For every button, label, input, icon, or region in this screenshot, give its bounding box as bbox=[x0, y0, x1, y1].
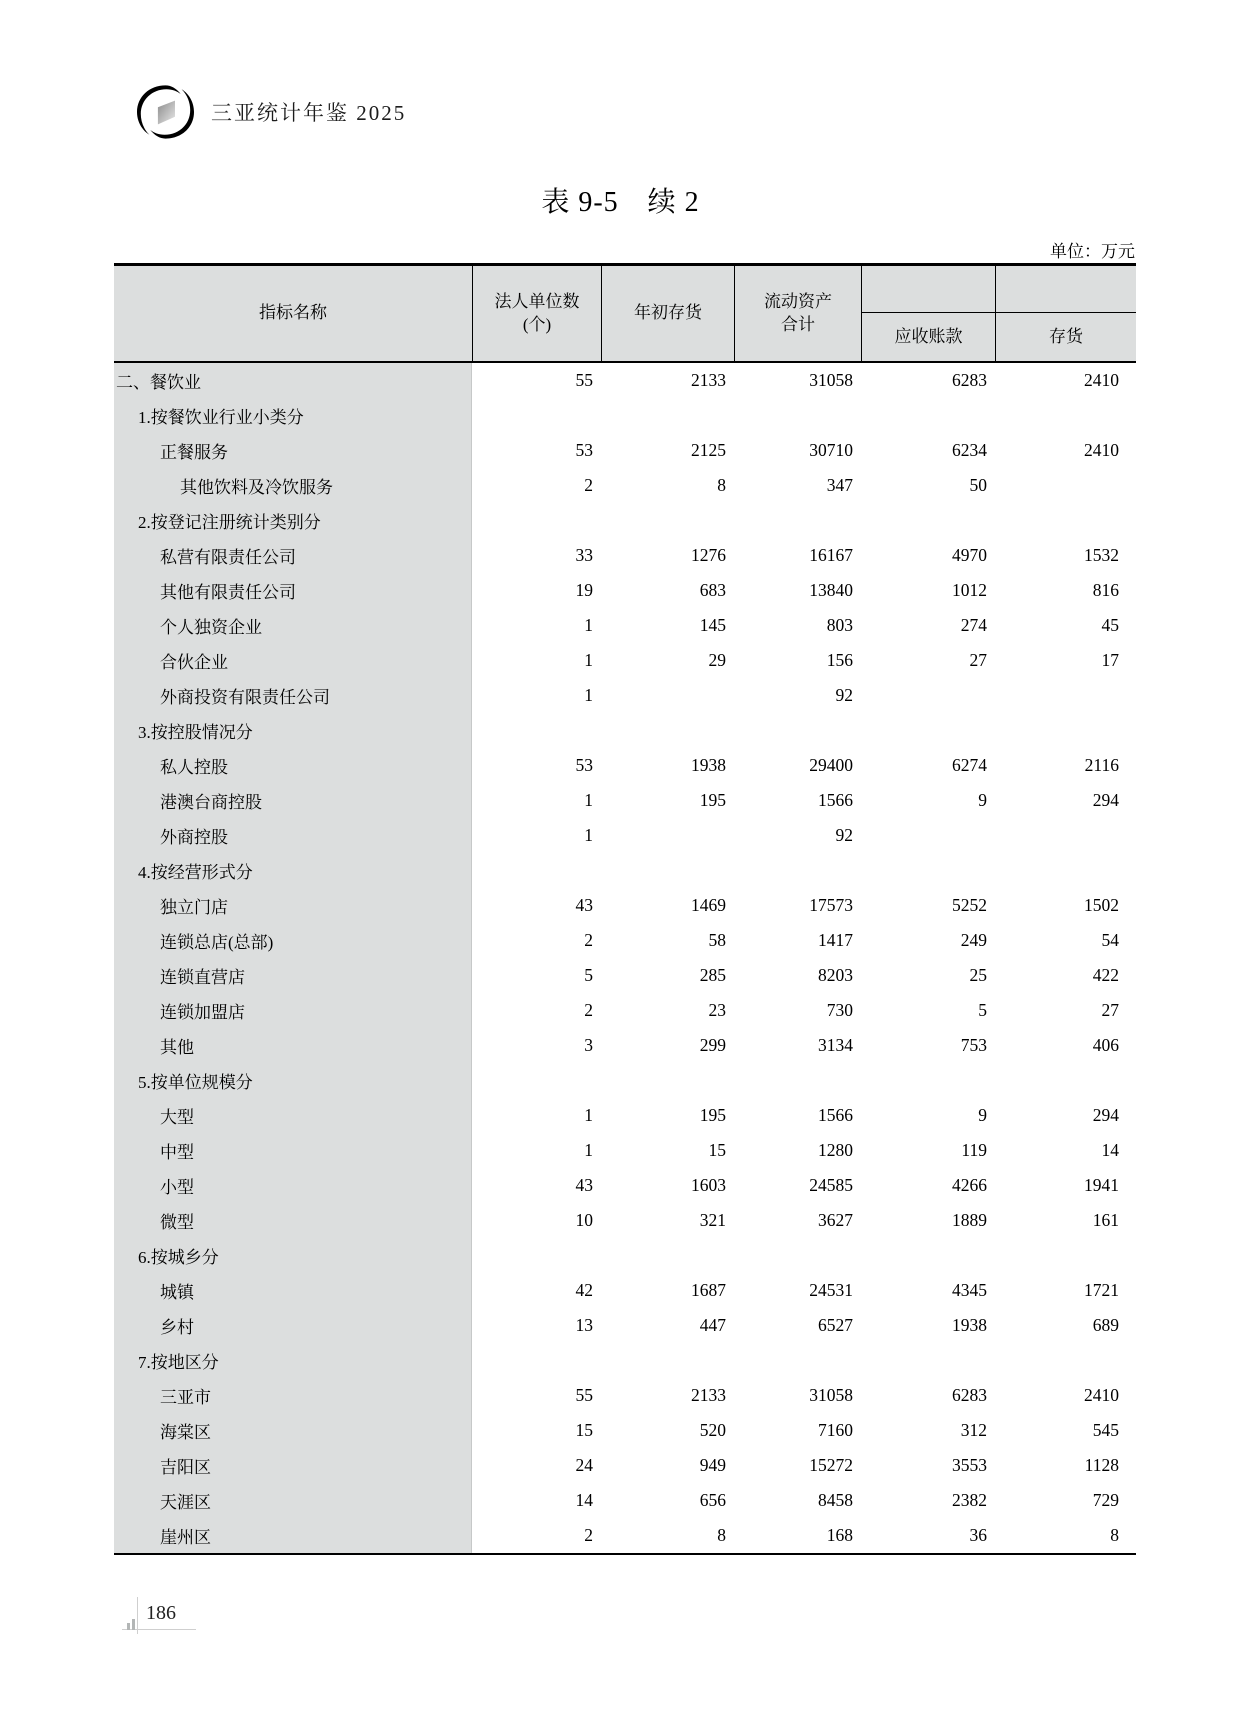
cell-value: 294 bbox=[1092, 1105, 1119, 1125]
row-label: 天涯区 bbox=[114, 1483, 472, 1518]
cell-value: 119 bbox=[961, 1140, 987, 1160]
table-row bbox=[114, 363, 1136, 398]
cell-value bbox=[601, 853, 734, 888]
table-row bbox=[114, 1133, 1136, 1168]
cell-value: 2410 bbox=[1084, 1385, 1119, 1405]
cell-value: 1 bbox=[584, 1105, 593, 1125]
cell-value bbox=[861, 503, 995, 538]
header-receivables: 应收账款 bbox=[861, 313, 995, 361]
header-current-assets bbox=[734, 266, 861, 361]
table-row bbox=[114, 1168, 1136, 1203]
cell-value bbox=[995, 713, 1136, 748]
cell-value: 3627 bbox=[818, 1210, 853, 1230]
cell-value: 50 bbox=[969, 475, 987, 495]
cell-value: 19 bbox=[575, 580, 593, 600]
row-label: 1.按餐饮业行业小类分 bbox=[114, 398, 472, 433]
cell-value: 8 bbox=[717, 475, 726, 495]
cell-value: 2 bbox=[584, 1000, 593, 1020]
row-label: 港澳台商控股 bbox=[114, 783, 472, 818]
row-label: 微型 bbox=[114, 1203, 472, 1238]
row-label: 城镇 bbox=[114, 1273, 472, 1308]
cell-value: 15272 bbox=[809, 1455, 853, 1475]
row-label: 正餐服务 bbox=[114, 433, 472, 468]
cell-value: 545 bbox=[1092, 1420, 1119, 1440]
cell-value: 2410 bbox=[1084, 440, 1119, 460]
cell-value: 13 bbox=[575, 1315, 593, 1335]
cell-value: 10 bbox=[575, 1210, 593, 1230]
cell-value: 2133 bbox=[691, 370, 726, 390]
cell-value: 54 bbox=[1101, 930, 1119, 950]
cell-value: 1 bbox=[584, 1140, 593, 1160]
cell-value: 753 bbox=[960, 1035, 987, 1055]
cell-value: 4970 bbox=[952, 545, 987, 565]
table-row bbox=[114, 398, 1136, 433]
table-row bbox=[114, 748, 1136, 783]
header-empty-cell-above-receivables bbox=[861, 266, 995, 313]
table-row bbox=[114, 538, 1136, 573]
cell-value: 1 bbox=[584, 615, 593, 635]
cell-value: 689 bbox=[1092, 1315, 1119, 1335]
cell-value: 729 bbox=[1092, 1490, 1119, 1510]
cell-value: 1721 bbox=[1084, 1280, 1119, 1300]
cell-value bbox=[734, 1063, 861, 1098]
cell-value: 3553 bbox=[952, 1455, 987, 1475]
cell-value: 168 bbox=[826, 1525, 853, 1545]
cell-value: 520 bbox=[699, 1420, 726, 1440]
row-label: 海棠区 bbox=[114, 1413, 472, 1448]
cell-value: 25 bbox=[969, 965, 987, 985]
cell-value: 2410 bbox=[1084, 370, 1119, 390]
cell-value bbox=[861, 1063, 995, 1098]
cell-value bbox=[472, 1343, 601, 1378]
table-row bbox=[114, 1273, 1136, 1308]
cell-value: 4266 bbox=[952, 1175, 987, 1195]
cell-value bbox=[995, 1063, 1136, 1098]
cell-value bbox=[995, 398, 1136, 433]
row-label: 6.按城乡分 bbox=[114, 1238, 472, 1273]
table-row bbox=[114, 1203, 1136, 1238]
cell-value bbox=[995, 853, 1136, 888]
cell-value: 30710 bbox=[809, 440, 853, 460]
table-row bbox=[114, 573, 1136, 608]
table-row bbox=[114, 888, 1136, 923]
table-row bbox=[114, 1378, 1136, 1413]
cell-value: 816 bbox=[1092, 580, 1119, 600]
row-label: 外商控股 bbox=[114, 818, 472, 853]
table-row bbox=[114, 713, 1136, 748]
row-label: 私营有限责任公司 bbox=[114, 538, 472, 573]
cell-value: 1 bbox=[584, 650, 593, 670]
cell-value: 949 bbox=[699, 1455, 726, 1475]
table-row bbox=[114, 433, 1136, 468]
unit-label: 单位：万元 bbox=[1050, 242, 1135, 261]
cell-value: 53 bbox=[575, 440, 593, 460]
cell-value bbox=[472, 1238, 601, 1273]
table-row bbox=[114, 1238, 1136, 1273]
header-legal-units-line1: 法人单位数 bbox=[494, 291, 580, 311]
cell-value: 9 bbox=[978, 790, 987, 810]
cell-value: 312 bbox=[960, 1420, 987, 1440]
cell-value: 1417 bbox=[818, 930, 853, 950]
table-row bbox=[114, 853, 1136, 888]
cell-value: 15 bbox=[575, 1420, 593, 1440]
cell-value: 1938 bbox=[691, 755, 726, 775]
cell-value: 1566 bbox=[818, 1105, 853, 1125]
cell-value: 1 bbox=[584, 790, 593, 810]
page-number: 186 bbox=[146, 1602, 176, 1624]
cell-value: 27 bbox=[1101, 1000, 1119, 1020]
row-label: 4.按经营形式分 bbox=[114, 853, 472, 888]
cell-value: 1280 bbox=[818, 1140, 853, 1160]
cell-value bbox=[734, 1238, 861, 1273]
row-label: 小型 bbox=[114, 1168, 472, 1203]
table-row bbox=[114, 1343, 1136, 1378]
cell-value bbox=[995, 503, 1136, 538]
table-row bbox=[114, 643, 1136, 678]
cell-value: 1938 bbox=[952, 1315, 987, 1335]
row-label: 二、餐饮业 bbox=[114, 363, 472, 398]
cell-value: 5 bbox=[978, 1000, 987, 1020]
cell-value: 6527 bbox=[818, 1315, 853, 1335]
table-row bbox=[114, 783, 1136, 818]
cell-value bbox=[861, 1343, 995, 1378]
cell-value: 274 bbox=[960, 615, 987, 635]
cell-value: 156 bbox=[826, 650, 853, 670]
folio-bars-icon bbox=[127, 1612, 135, 1624]
cell-value bbox=[861, 398, 995, 433]
cell-value: 1128 bbox=[1084, 1455, 1119, 1475]
cell-value bbox=[601, 818, 734, 853]
cell-value bbox=[861, 818, 995, 853]
cell-value: 17 bbox=[1101, 650, 1119, 670]
cell-value bbox=[601, 1343, 734, 1378]
cell-value: 16167 bbox=[809, 545, 853, 565]
cell-value bbox=[601, 398, 734, 433]
table-row bbox=[114, 1483, 1136, 1518]
cell-value bbox=[472, 398, 601, 433]
cell-value: 8 bbox=[717, 1525, 726, 1545]
cell-value bbox=[861, 1238, 995, 1273]
row-label: 崖州区 bbox=[114, 1518, 472, 1553]
brand-header bbox=[137, 85, 406, 139]
header-legal-units bbox=[472, 266, 601, 361]
cell-value: 92 bbox=[835, 685, 853, 705]
row-label: 私人控股 bbox=[114, 748, 472, 783]
yearbook-title: 三亚统计年鉴 2025 bbox=[211, 101, 407, 125]
cell-value: 55 bbox=[575, 370, 593, 390]
cell-value: 43 bbox=[575, 895, 593, 915]
header-empty-cell-above-inventory bbox=[995, 266, 1136, 313]
header-beginning-inventory: 年初存货 bbox=[601, 266, 734, 361]
cell-value bbox=[472, 1063, 601, 1098]
cell-value: 656 bbox=[699, 1490, 726, 1510]
cell-value: 1502 bbox=[1084, 895, 1119, 915]
cell-value: 1469 bbox=[691, 895, 726, 915]
cell-value bbox=[734, 1343, 861, 1378]
cell-value: 24585 bbox=[809, 1175, 853, 1195]
cell-value: 2133 bbox=[691, 1385, 726, 1405]
cell-value: 1941 bbox=[1084, 1175, 1119, 1195]
cell-value: 803 bbox=[826, 615, 853, 635]
table-row bbox=[114, 958, 1136, 993]
cell-value: 2125 bbox=[691, 440, 726, 460]
table-row bbox=[114, 1063, 1136, 1098]
header-legal-units-line2: (个) bbox=[522, 314, 552, 334]
cell-value bbox=[995, 1343, 1136, 1378]
cell-value bbox=[472, 713, 601, 748]
cell-value: 53 bbox=[575, 755, 593, 775]
row-label: 独立门店 bbox=[114, 888, 472, 923]
cell-value: 1687 bbox=[691, 1280, 726, 1300]
cell-value bbox=[734, 853, 861, 888]
row-label: 乡村 bbox=[114, 1308, 472, 1343]
statistics-yearbook-logo-icon bbox=[137, 85, 194, 139]
cell-value: 45 bbox=[1101, 615, 1119, 635]
row-label: 5.按单位规模分 bbox=[114, 1063, 472, 1098]
cell-value: 6283 bbox=[952, 370, 987, 390]
cell-value: 249 bbox=[960, 930, 987, 950]
cell-value bbox=[995, 468, 1136, 503]
cell-value: 33 bbox=[575, 545, 593, 565]
cell-value bbox=[995, 818, 1136, 853]
table-title: 表 9-5 续 2 bbox=[541, 187, 700, 218]
cell-value: 161 bbox=[1092, 1210, 1119, 1230]
cell-value bbox=[734, 503, 861, 538]
row-label: 3.按控股情况分 bbox=[114, 713, 472, 748]
cell-value: 422 bbox=[1092, 965, 1119, 985]
header-current-assets-line1: 流动资产 bbox=[764, 291, 832, 311]
cell-value: 42 bbox=[575, 1280, 593, 1300]
cell-value: 2116 bbox=[1084, 755, 1119, 775]
cell-value: 6274 bbox=[952, 755, 987, 775]
cell-value: 294 bbox=[1092, 790, 1119, 810]
row-label: 外商投资有限责任公司 bbox=[114, 678, 472, 713]
row-label: 连锁总店(总部) bbox=[114, 923, 472, 958]
cell-value bbox=[601, 503, 734, 538]
cell-value: 145 bbox=[699, 615, 726, 635]
cell-value bbox=[861, 678, 995, 713]
cell-value: 9 bbox=[978, 1105, 987, 1125]
cell-value bbox=[601, 1238, 734, 1273]
cell-value: 8203 bbox=[818, 965, 853, 985]
header-indicator-name: 指标名称 bbox=[259, 303, 327, 323]
cell-value: 2 bbox=[584, 930, 593, 950]
cell-value bbox=[472, 503, 601, 538]
row-label: 连锁直营店 bbox=[114, 958, 472, 993]
cell-value bbox=[861, 713, 995, 748]
cell-value: 31058 bbox=[809, 1385, 853, 1405]
cell-value: 195 bbox=[699, 1105, 726, 1125]
table-row bbox=[114, 1518, 1136, 1553]
cell-value: 5 bbox=[584, 965, 593, 985]
cell-value: 1566 bbox=[818, 790, 853, 810]
cell-value: 2 bbox=[584, 1525, 593, 1545]
row-label: 个人独资企业 bbox=[114, 608, 472, 643]
table-row bbox=[114, 608, 1136, 643]
row-label: 7.按地区分 bbox=[114, 1343, 472, 1378]
cell-value: 730 bbox=[826, 1000, 853, 1020]
cell-value: 1012 bbox=[952, 580, 987, 600]
cell-value bbox=[601, 713, 734, 748]
cell-value: 2382 bbox=[952, 1490, 987, 1510]
cell-value: 29400 bbox=[809, 755, 853, 775]
cell-value bbox=[472, 853, 601, 888]
cell-value: 14 bbox=[575, 1490, 593, 1510]
cell-value: 6283 bbox=[952, 1385, 987, 1405]
cell-value: 447 bbox=[699, 1315, 726, 1335]
cell-value: 8 bbox=[1110, 1525, 1119, 1545]
table-row bbox=[114, 678, 1136, 713]
row-label: 吉阳区 bbox=[114, 1448, 472, 1483]
cell-value: 1276 bbox=[691, 545, 726, 565]
table-row bbox=[114, 468, 1136, 503]
cell-value: 27 bbox=[969, 650, 987, 670]
table-row bbox=[114, 1413, 1136, 1448]
cell-value bbox=[995, 1238, 1136, 1273]
cell-value: 92 bbox=[835, 825, 853, 845]
cell-value: 23 bbox=[708, 1000, 726, 1020]
cell-value: 58 bbox=[708, 930, 726, 950]
cell-value bbox=[734, 713, 861, 748]
statistics-table bbox=[114, 263, 1136, 1555]
cell-value: 299 bbox=[699, 1035, 726, 1055]
table-row bbox=[114, 993, 1136, 1028]
cell-value bbox=[734, 398, 861, 433]
cell-value: 24531 bbox=[809, 1280, 853, 1300]
row-label: 连锁加盟店 bbox=[114, 993, 472, 1028]
cell-value: 195 bbox=[699, 790, 726, 810]
row-label: 大型 bbox=[114, 1098, 472, 1133]
cell-value: 24 bbox=[575, 1455, 593, 1475]
cell-value: 5252 bbox=[952, 895, 987, 915]
row-label: 其他饮料及冷饮服务 bbox=[114, 468, 472, 503]
cell-value: 55 bbox=[575, 1385, 593, 1405]
cell-value: 347 bbox=[826, 475, 853, 495]
row-label: 三亚市 bbox=[114, 1378, 472, 1413]
cell-value: 1 bbox=[584, 825, 593, 845]
table-row bbox=[114, 1028, 1136, 1063]
cell-value: 406 bbox=[1092, 1035, 1119, 1055]
table-body bbox=[114, 363, 1136, 1555]
row-label: 其他有限责任公司 bbox=[114, 573, 472, 608]
cell-value bbox=[601, 1063, 734, 1098]
cell-value: 321 bbox=[699, 1210, 726, 1230]
table-row bbox=[114, 923, 1136, 958]
cell-value: 3 bbox=[584, 1035, 593, 1055]
cell-value: 17573 bbox=[809, 895, 853, 915]
cell-value: 1 bbox=[584, 685, 593, 705]
cell-value: 4345 bbox=[952, 1280, 987, 1300]
cell-value: 1889 bbox=[952, 1210, 987, 1230]
cell-value bbox=[861, 853, 995, 888]
cell-value: 15 bbox=[708, 1140, 726, 1160]
cell-value: 13840 bbox=[809, 580, 853, 600]
cell-value: 43 bbox=[575, 1175, 593, 1195]
header-inventory: 存货 bbox=[995, 313, 1136, 361]
cell-value bbox=[995, 678, 1136, 713]
table-row bbox=[114, 1448, 1136, 1483]
cell-value: 7160 bbox=[818, 1420, 853, 1440]
cell-value: 683 bbox=[699, 580, 726, 600]
header-current-assets-line2: 合计 bbox=[781, 314, 815, 334]
cell-value: 31058 bbox=[809, 370, 853, 390]
cell-value: 2 bbox=[584, 475, 593, 495]
cell-value: 285 bbox=[699, 965, 726, 985]
cell-value: 1603 bbox=[691, 1175, 726, 1195]
table-row bbox=[114, 1098, 1136, 1133]
cell-value: 8458 bbox=[818, 1490, 853, 1510]
cell-value bbox=[601, 678, 734, 713]
table-row bbox=[114, 503, 1136, 538]
row-label: 中型 bbox=[114, 1133, 472, 1168]
row-label: 2.按登记注册统计类别分 bbox=[114, 503, 472, 538]
cell-value: 6234 bbox=[952, 440, 987, 460]
cell-value: 3134 bbox=[818, 1035, 853, 1055]
table-row bbox=[114, 818, 1136, 853]
cell-value: 1532 bbox=[1084, 545, 1119, 565]
table-header bbox=[114, 263, 1136, 363]
cell-value: 36 bbox=[969, 1525, 987, 1545]
row-label: 合伙企业 bbox=[114, 643, 472, 678]
row-label: 其他 bbox=[114, 1028, 472, 1063]
cell-value: 14 bbox=[1101, 1140, 1119, 1160]
cell-value: 29 bbox=[708, 650, 726, 670]
table-row bbox=[114, 1308, 1136, 1343]
